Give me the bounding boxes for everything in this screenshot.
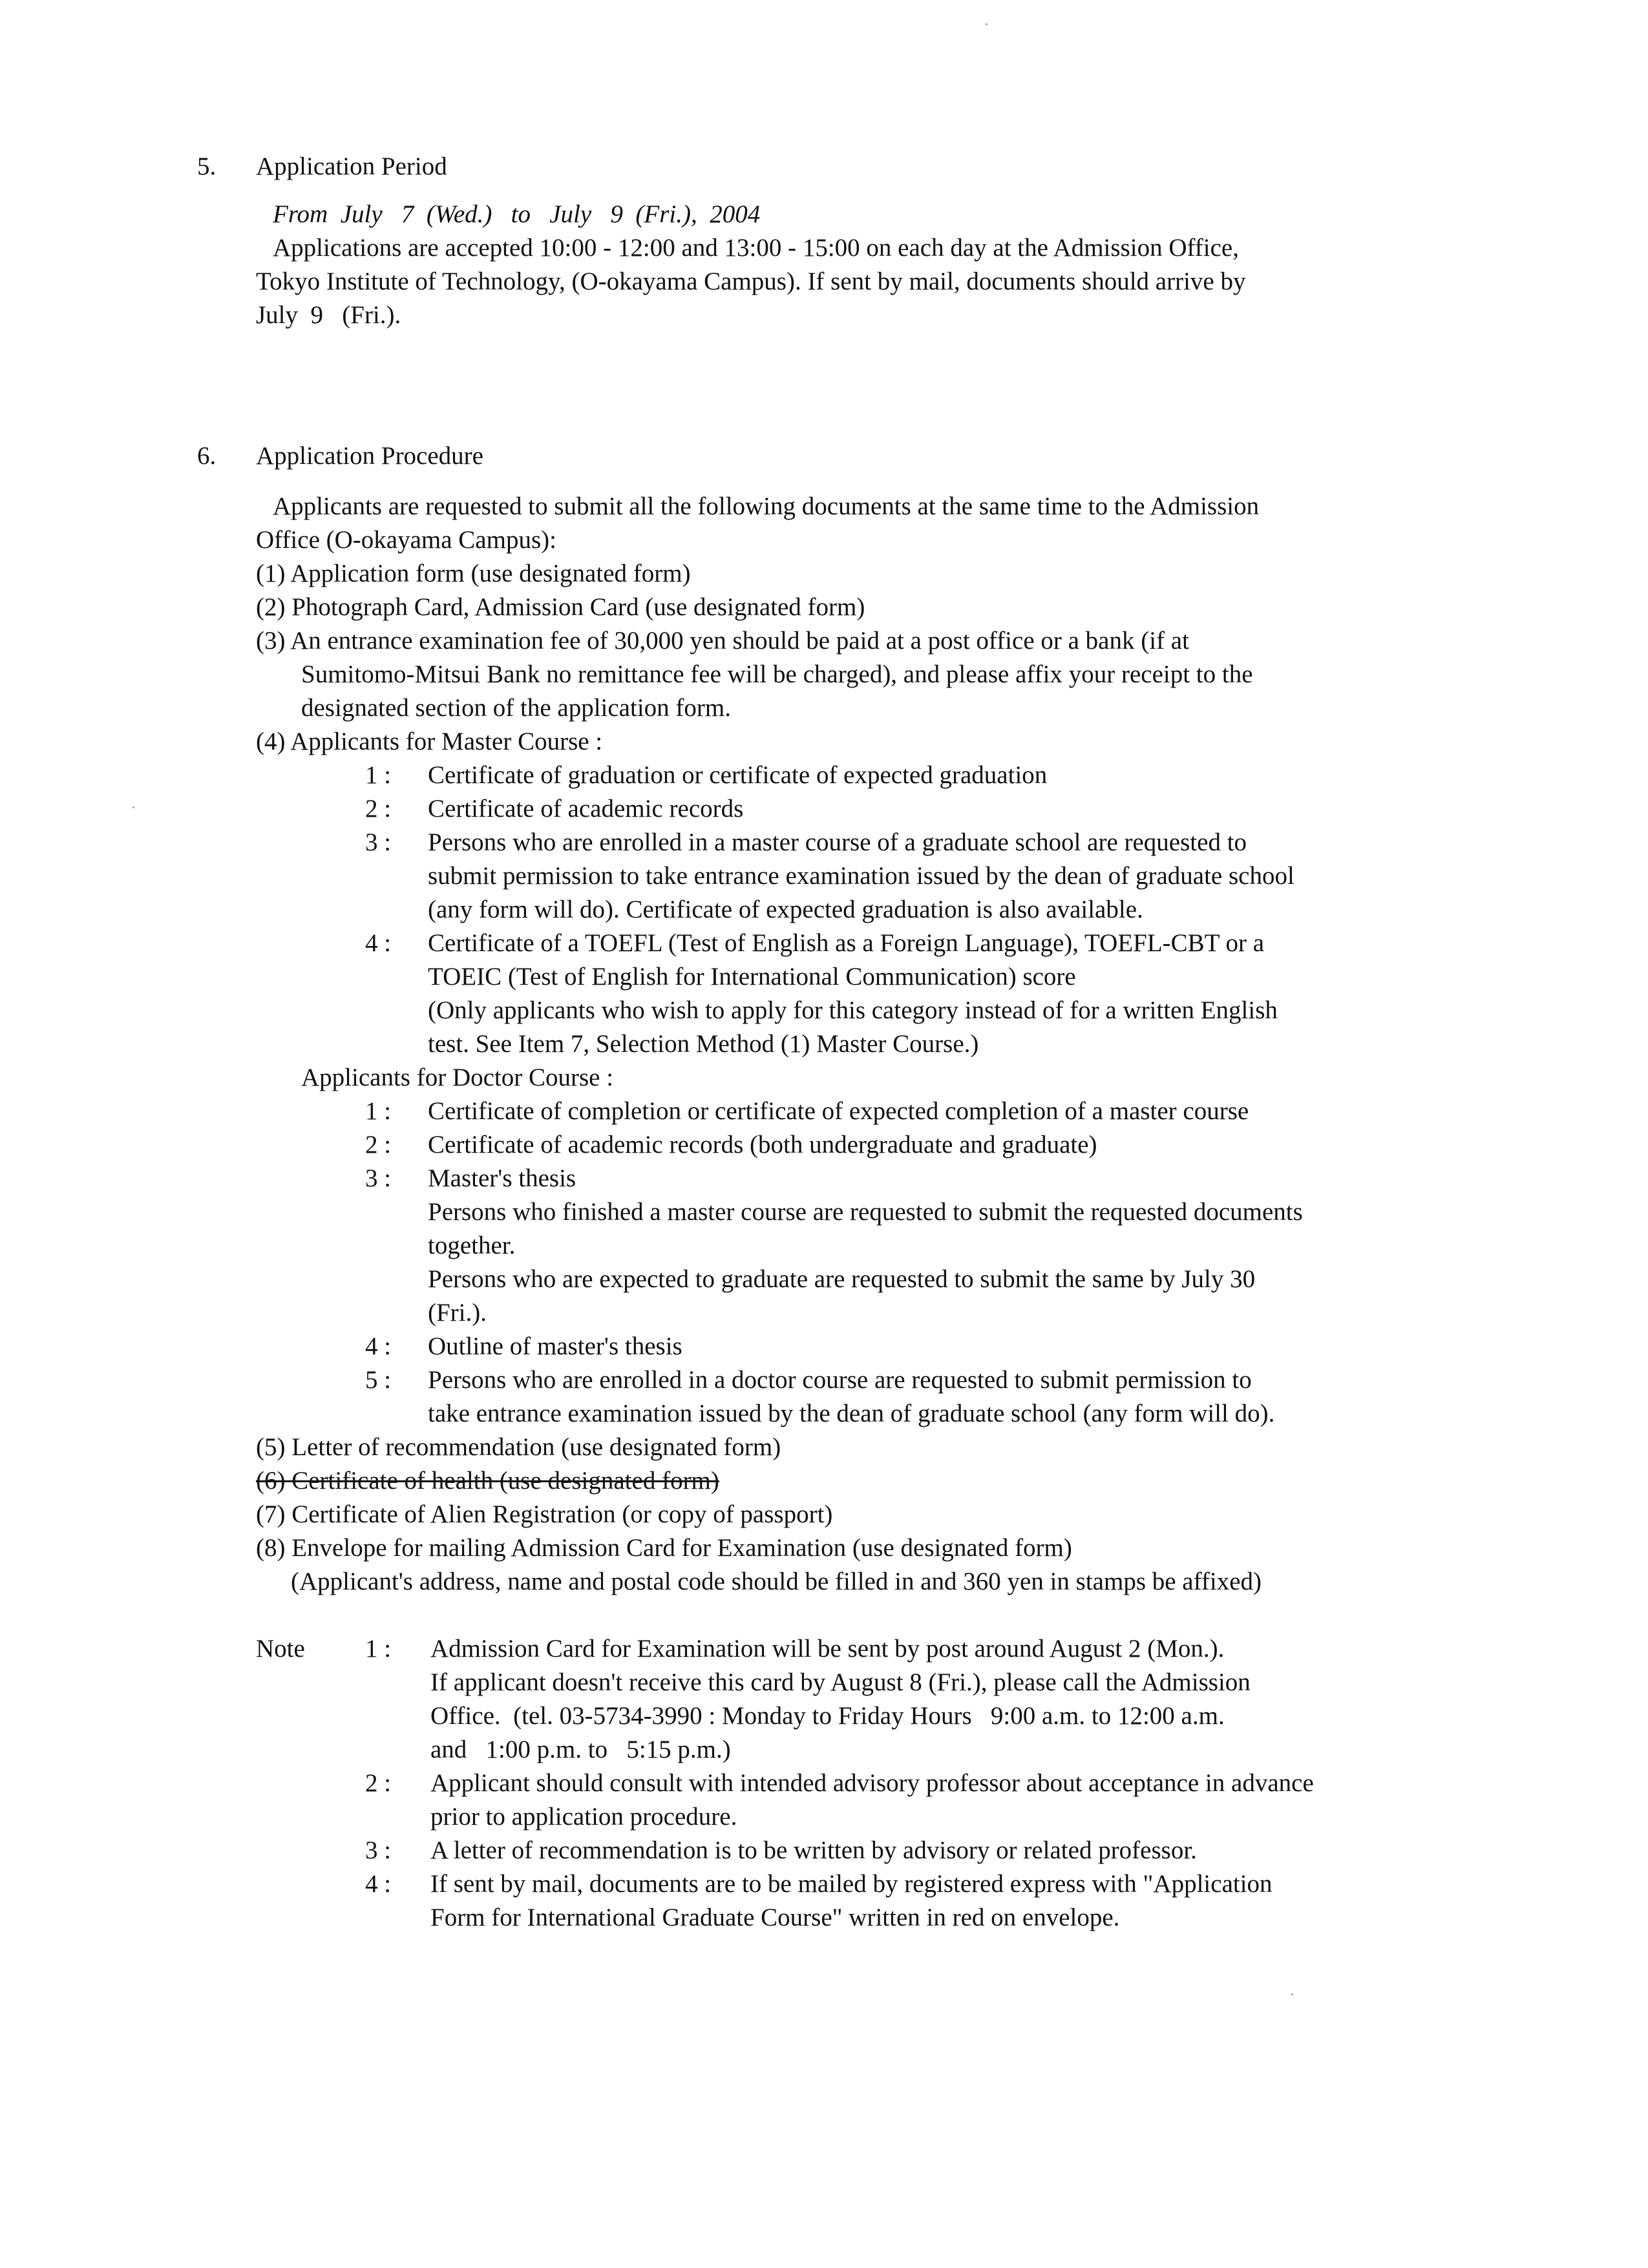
- text-line: Master's thesis: [428, 1164, 576, 1192]
- text-line: Office (O-okayama Campus):: [256, 526, 556, 554]
- scan-speck: [132, 806, 134, 808]
- text-line: Persons who finished a master course are requested to submit the requested documents: [428, 1198, 1303, 1226]
- text-line: together.: [428, 1232, 516, 1259]
- doctor-item-text: [428, 1330, 682, 1363]
- text-line: designated section of the application form.: [301, 694, 731, 722]
- text-line: (any form will do). Certificate of expected graduation is also available.: [428, 896, 1143, 923]
- text-line: Certificate of completion or certificate of expected completion of a master course: [428, 1097, 1249, 1125]
- application-period-dates: From July 7 (Wed.) to July 9 (Fri.), 2004: [273, 200, 761, 228]
- text-line: Certificate of academic records (both undergraduate and graduate): [428, 1131, 1097, 1159]
- doctor-item-text: [428, 1363, 1274, 1431]
- doctor-item-number: 5 :: [365, 1366, 392, 1394]
- text-line: Persons who are expected to graduate are requested to submit the same by July 30: [428, 1265, 1256, 1293]
- text-line: Sumitomo-Mitsui Bank no remittance fee will be charged), and please affix your receipt to the: [301, 660, 1253, 688]
- text-line: test. See Item 7, Selection Method (1) Master Course.): [428, 1030, 979, 1058]
- master-item-text: [428, 826, 1294, 927]
- document-item-8-note: (Applicant's address, name and postal code should be filled in and 360 yen in stamps be affixed): [291, 1568, 1262, 1595]
- document-item-8: (8) Envelope for mailing Admission Card for Examination (use designated form): [256, 1534, 1072, 1562]
- text-line: If sent by mail, documents are to be mailed by registered express with "Application: [430, 1870, 1273, 1898]
- application-period-details: [256, 231, 1245, 332]
- note-text: [430, 1767, 1314, 1834]
- doctor-item-number: 2 :: [365, 1131, 392, 1159]
- doctor-item-text: [428, 1095, 1249, 1128]
- text-line: Certificate of graduation or certificate of expected graduation: [428, 761, 1048, 789]
- master-item-text: [428, 927, 1278, 1061]
- text-line: Applicant should consult with intended advisory professor about acceptance in advance: [430, 1769, 1314, 1797]
- doctor-course-heading: Applicants for Doctor Course :: [301, 1064, 614, 1091]
- document-item-6-struck: (6) Certificate of health (use designated form): [256, 1467, 719, 1495]
- note-number: 4 :: [365, 1870, 392, 1898]
- text-line: prior to application procedure.: [430, 1803, 737, 1831]
- text-line: (Fri.).: [428, 1299, 487, 1327]
- note-number: 1 :: [365, 1635, 392, 1663]
- doctor-item-text: [428, 1162, 1303, 1330]
- document-item-2: (2) Photograph Card, Admission Card (use designated form): [256, 593, 865, 621]
- doctor-item-text: [428, 1128, 1097, 1162]
- text-line: Applications are accepted 10:00 - 12:00 and 13:00 - 15:00 on each day at the Admission Office,: [273, 234, 1239, 262]
- text-line: take entrance examination issued by the dean of graduate school (any form will do).: [428, 1400, 1275, 1427]
- doctor-item-number: 3 :: [365, 1164, 392, 1192]
- text-line: A letter of recommendation is to be written by advisory or related professor.: [430, 1836, 1197, 1864]
- text-line: Certificate of academic records: [428, 795, 744, 823]
- section-6-number: 6.: [197, 442, 217, 470]
- document-item-7: (7) Certificate of Alien Registration (or copy of passport): [256, 1500, 833, 1528]
- text-line: Persons who are enrolled in a master course of a graduate school are requested to: [428, 828, 1247, 856]
- text-line: TOEIC (Test of English for International Communication) score: [428, 963, 1076, 991]
- text-line: Applicants are requested to submit all the following documents at the same time to the Admission: [273, 492, 1260, 520]
- text-line: Office. (tel. 03-5734-3990 : Monday to Friday Hours 9:00 a.m. to 12:00 a.m.: [430, 1702, 1225, 1730]
- text-line: Form for International Graduate Course" written in red on envelope.: [430, 1904, 1120, 1931]
- doctor-item-number: 4 :: [365, 1332, 392, 1360]
- document-item-1: (1) Application form (use designated form): [256, 560, 691, 587]
- master-item-text: [428, 759, 1047, 792]
- section-6-heading: Application Procedure: [256, 442, 483, 470]
- note-text: [430, 1834, 1197, 1867]
- master-item-number: 3 :: [365, 828, 392, 856]
- scan-speck: [986, 23, 988, 25]
- text-line: submit permission to take entrance examination issued by the dean of graduate school: [428, 862, 1294, 890]
- text-line: Outline of master's thesis: [428, 1332, 682, 1360]
- procedure-intro: [256, 490, 1259, 557]
- text-line: If applicant doesn't receive this card by August 8 (Fri.), please call the Admission: [430, 1668, 1251, 1696]
- note-label: Note: [256, 1635, 305, 1663]
- document-item-3: [256, 624, 1253, 725]
- text-line: July 9 (Fri.).: [256, 301, 401, 329]
- text-line: Persons who are enrolled in a doctor course are requested to submit permission to: [428, 1366, 1252, 1394]
- note-text: [430, 1867, 1273, 1935]
- doctor-item-number: 1 :: [365, 1097, 392, 1125]
- master-item-number: 1 :: [365, 761, 392, 789]
- note-text: [430, 1632, 1251, 1767]
- text-line: (3) An entrance examination fee of 30,000 yen should be paid at a post office or a bank (if at: [256, 627, 1189, 655]
- note-number: 3 :: [365, 1836, 392, 1864]
- text-line: (Only applicants who wish to apply for this category instead of for a written English: [428, 996, 1278, 1024]
- document-item-5: (5) Letter of recommendation (use designated form): [256, 1433, 781, 1461]
- master-item-number: 2 :: [365, 795, 392, 823]
- text-line: and 1:00 p.m. to 5:15 p.m.): [430, 1736, 731, 1763]
- master-item-text: [428, 792, 743, 826]
- text-line: Admission Card for Examination will be sent by post around August 2 (Mon.).: [430, 1635, 1225, 1663]
- master-item-number: 4 :: [365, 929, 392, 957]
- scan-speck: [1291, 1993, 1293, 1995]
- text-line: Tokyo Institute of Technology, (O-okayama Campus). If sent by mail, documents should arrive by: [256, 268, 1246, 295]
- master-course-heading: (4) Applicants for Master Course :: [256, 728, 603, 755]
- note-number: 2 :: [365, 1769, 392, 1797]
- section-5-heading: Application Period: [256, 152, 447, 180]
- text-line: Certificate of a TOEFL (Test of English as a Foreign Language), TOEFL-CBT or a: [428, 929, 1265, 957]
- section-5-number: 5.: [197, 152, 217, 180]
